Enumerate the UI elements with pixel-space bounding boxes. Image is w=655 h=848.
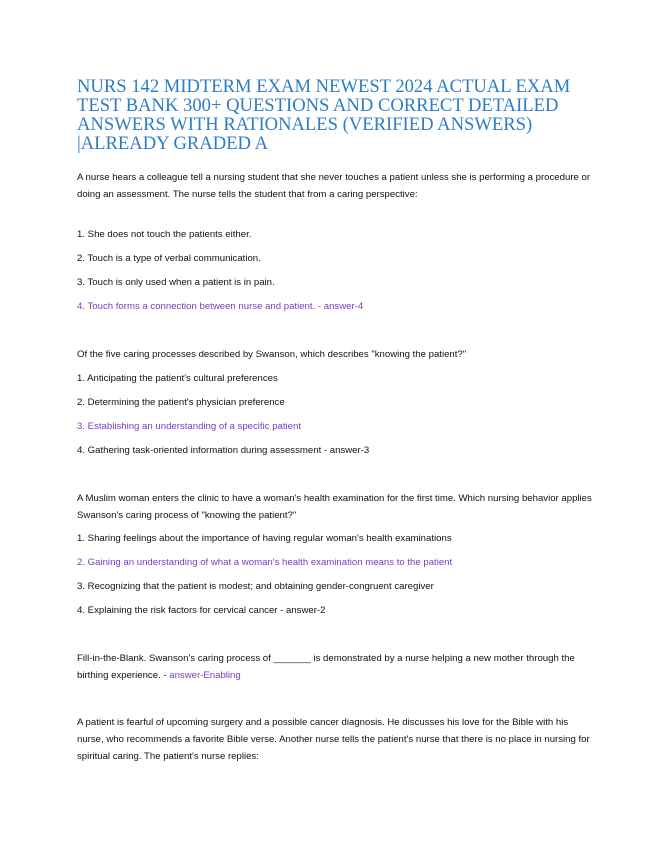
question-3-option-2-answer: 2. Gaining an understanding of what a woman's health examination means to the patient bbox=[77, 557, 453, 568]
question-4-text: Fill-in-the-Blank. Swanson's caring process of _______ is demonstrated by a nurse helping a new mother through the birthing experience. - bbox=[77, 653, 575, 681]
question-3-option-3: 3. Recognizing that the patient is modest; and obtaining gender-congruent caregiver bbox=[77, 581, 434, 592]
question-1-stem: A nurse hears a colleague tell a nursing student that she never touches a patient unless she is performing a procedure or doing an assessment. The nurse tells the student that from a caring perspective: bbox=[77, 172, 591, 200]
question-1-option-4-answer: 4. Touch forms a connection between nurse and patient. - answer-4 bbox=[77, 301, 364, 312]
question-3-option-4: 4. Explaining the risk factors for cervical cancer - answer-2 bbox=[77, 605, 326, 616]
question-2-option-1: 1. Anticipating the patient's cultural preferences bbox=[77, 373, 278, 384]
document-title: NURS 142 MIDTERM EXAM NEWEST 2024 ACTUAL EXAM TEST BANK 300+ QUESTIONS AND CORRECT DETAILED ANSWERS WITH RATIONALES (VERIFIED ANSWERS) |ALREADY GRADED A bbox=[77, 76, 571, 154]
question-4-stem bbox=[77, 650, 597, 684]
question-1-option-1: 1. She does not touch the patients either. bbox=[77, 229, 252, 240]
question-5-stem: A patient is fearful of upcoming surgery and a possible cancer diagnosis. He discusses his love for the Bible with his nurse, who recommends a favorite Bible verse. Another nurse tells the patient's nurse that there is no place in nursing for spiritual caring. The patient's nurse replies: bbox=[77, 717, 590, 762]
question-2-option-4: 4. Gathering task-oriented information during assessment - answer-3 bbox=[77, 445, 370, 456]
question-1-option-3: 3. Touch is only used when a patient is in pain. bbox=[77, 277, 275, 288]
question-4-answer: answer-Enabling bbox=[169, 670, 241, 681]
question-3-stem: A Muslim woman enters the clinic to have a woman's health examination for the first time. Which nursing behavior applies Swanson's caring process of "knowing the patient?" bbox=[77, 493, 592, 521]
question-1-option-2: 2. Touch is a type of verbal communication. bbox=[77, 253, 261, 264]
question-2-option-2: 2. Determining the patient's physician preference bbox=[77, 397, 285, 408]
question-2-stem: Of the five caring processes described by Swanson, which describes "knowing the patient?" bbox=[77, 349, 467, 360]
question-3-option-1: 1. Sharing feelings about the importance of having regular woman's health examinations bbox=[77, 533, 452, 544]
question-2-option-3-answer: 3. Establishing an understanding of a specific patient bbox=[77, 421, 302, 432]
